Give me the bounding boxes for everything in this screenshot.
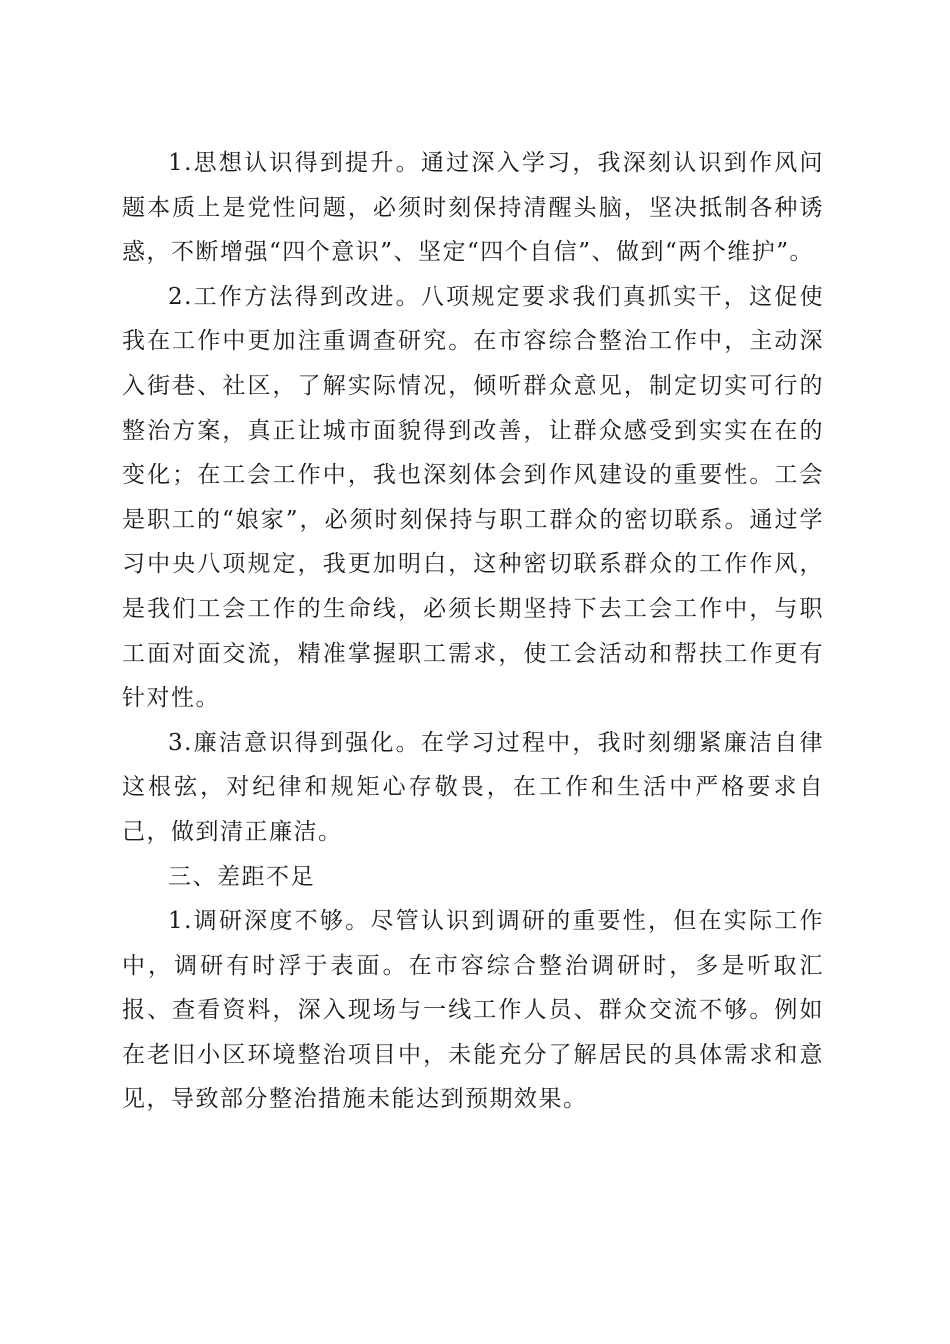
document-body (122, 141, 824, 1122)
section-heading-shortcomings: 三、差距不足 (168, 863, 315, 890)
paragraph-thinking-improved: 1.思想认识得到提升。通过深入学习，我深刻认识到作风问题本质上是党性问题，必须时刻保持清醒头脑，坚决抵制各种诱惑，不断增强“四个意识”、坚定“四个自信”、做到“两个维护”。 (122, 150, 824, 266)
paragraph-work-method-improved: 2.工作方法得到改进。八项规定要求我们真抓实干，这促使我在工作中更加注重调查研究。在市容综合整治工作中，主动深入街巷、社区，了解实际情况，倾听群众意见，制定切实可行的整治方案，真正让城市面貌得到改善，让群众感受到实实在在的变化；在工会工作中，我也深刻体会到作风建设的重要性。工会是职工的“娘家”，必须时刻保持与职工群众的密切联系。通过学习中央八项规定，我更加明白，这种密切联系群众的工作作风，是我们工会工作的生命线，必须长期坚持下去工会工作中，与职工面对面交流，精准掌握职工需求，使工会活动和帮扶工作更有针对性。 (122, 283, 824, 712)
paragraph-research-depth-lacking: 1.调研深度不够。尽管认识到调研的重要性，但在实际工作中，调研有时浮于表面。在市容综合整治调研时，多是听取汇报、查看资料，深入现场与一线工作人员、群众交流不够。例如在老旧小区环境整治项目中，未能充分了解居民的具体需求和意见，导致部分整治措施未能达到预期效果。 (122, 908, 824, 1113)
paragraph-integrity-strengthened: 3.廉洁意识得到强化。在学习过程中，我时刻绷紧廉洁自律这根弦，对纪律和规矩心存敬畏，在工作和生活中严格要求自己，做到清正廉洁。 (122, 729, 824, 845)
